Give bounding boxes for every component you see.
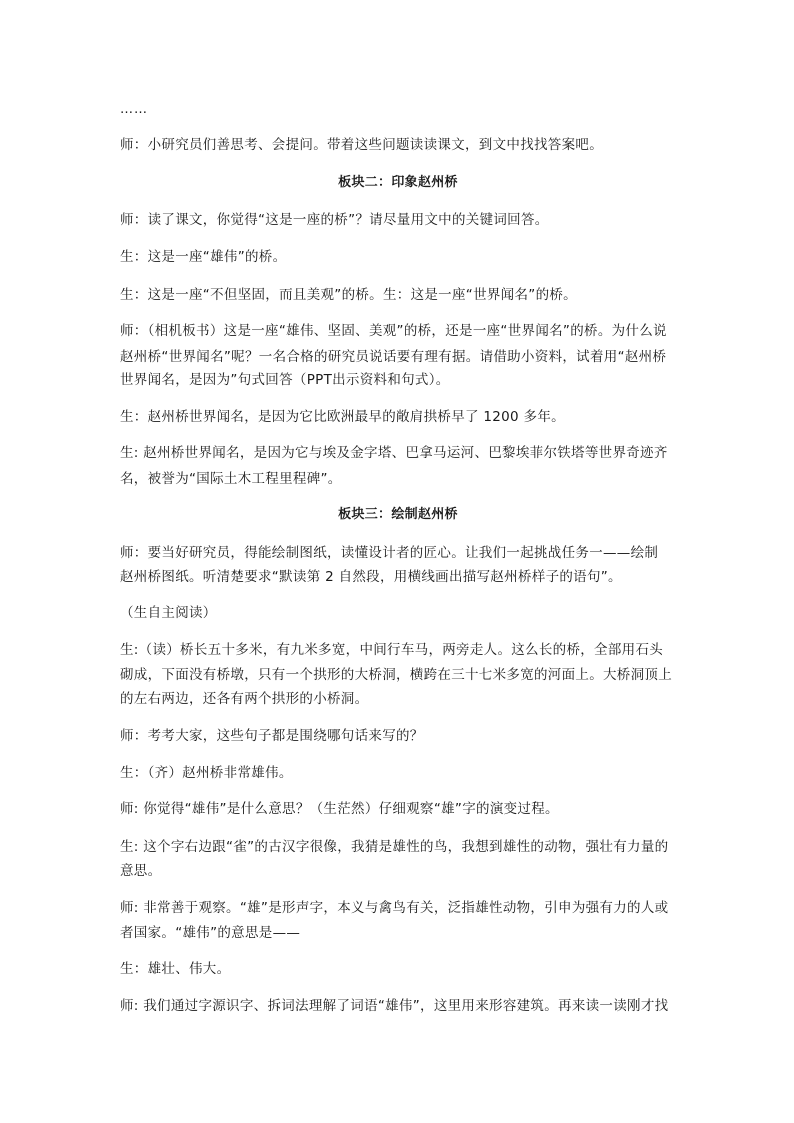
paragraph-line: 生：（齐）赵州桥非常雄伟。 bbox=[120, 765, 293, 781]
paragraph-line: 砌成，下面没有桥墩，只有一个拱形的大桥洞，横跨在三十七米多宽的河面上。大桥洞顶上 bbox=[120, 667, 672, 683]
paragraph-line: 师：考考大家，这些句子都是围绕哪句话来写的？ bbox=[120, 728, 424, 744]
paragraph-line: 赵州桥“世界闻名”呢？一名合格的研究员说话要有理有据。请借助小资料，试着用“赵州桥 bbox=[120, 349, 667, 365]
paragraph-line: 生:（读）桥长五十多米，有九米多宽，中间行车马，两旁走人。这么长的桥，全部用石头 bbox=[120, 642, 664, 658]
paragraph-line: 生：这是一座“不但坚固，而且美观”的桥。生：这是一座“世界闻名”的桥。 bbox=[120, 287, 577, 303]
paragraph-line: 赵州桥图纸。听清楚要求“默读第 2 自然段，用横线画出描写赵州桥样子的语句”。 bbox=[120, 569, 622, 585]
paragraph-line: 师: 你觉得“雄伟”是什么意思？（生茫然）仔细观察“雄”字的演变过程。 bbox=[120, 801, 559, 817]
paragraph-line: 生：赵州桥世界闻名，是因为它比欧洲最早的敞肩拱桥早了 1200 多年。 bbox=[120, 409, 565, 425]
paragraph-line: 生: 这个字右边跟“雀”的古汉字很像，我猜是雄性的鸟，我想到雄性的动物，强壮有力量的 bbox=[120, 839, 669, 855]
paragraph-line: 生: 赵州桥世界闻名，是因为它与埃及金字塔、巴拿马运河、巴黎埃菲尔铁塔等世界奇迹齐 bbox=[120, 445, 668, 461]
paragraph-line: （生自主阅读） bbox=[120, 605, 217, 621]
paragraph-line: 者国家。“雄伟”的意思是—— bbox=[120, 925, 301, 941]
paragraph-line: 师：读了课文，你觉得“这是一座的桥”？请尽量用文中的关键词回答。 bbox=[120, 212, 549, 228]
paragraph-line: 名，被誉为“国际土木工程里程碑”。 bbox=[120, 471, 342, 487]
paragraph-line: 师：（相机板书）这是一座“雄伟、坚固、美观”的桥，还是一座“世界闻名”的桥。为什么说 bbox=[120, 323, 667, 339]
section-heading-2: 板块二：印象赵州桥 bbox=[338, 175, 458, 190]
paragraph-line: 师：小研究员们善思考、会提问。带着这些问题读读课文，到文中找找答案吧。 bbox=[120, 137, 603, 153]
paragraph-line: 的左右两边，还各有两个拱形的小桥洞。 bbox=[120, 691, 369, 707]
paragraph-line: 师: 我们通过字源识字、拆词法理解了词语“雄伟”，这里用来形容建筑。再来读一读刚才找 bbox=[120, 998, 669, 1014]
paragraph-line: 师: 非常善于观察。“雄”是形声字，本义与禽鸟有关，泛指雄性动物，引申为强有力的人或 bbox=[120, 900, 669, 916]
paragraph-line: 生：这是一座“雄伟”的桥。 bbox=[120, 249, 287, 265]
ellipsis-line: …… bbox=[120, 102, 148, 117]
paragraph-line: 意思。 bbox=[120, 863, 162, 879]
paragraph-line: 世界闻名，是因为”句式回答（PPT出示资料和句式）。 bbox=[120, 372, 450, 388]
paragraph-line: 师：要当好研究员，得能绘制图纸，读懂设计者的匠心。让我们一起挑战任务一——绘制 bbox=[120, 545, 659, 561]
paragraph-line: 生：雄壮、伟大。 bbox=[120, 961, 231, 977]
section-heading-3: 板块三：绘制赵州桥 bbox=[338, 507, 458, 522]
